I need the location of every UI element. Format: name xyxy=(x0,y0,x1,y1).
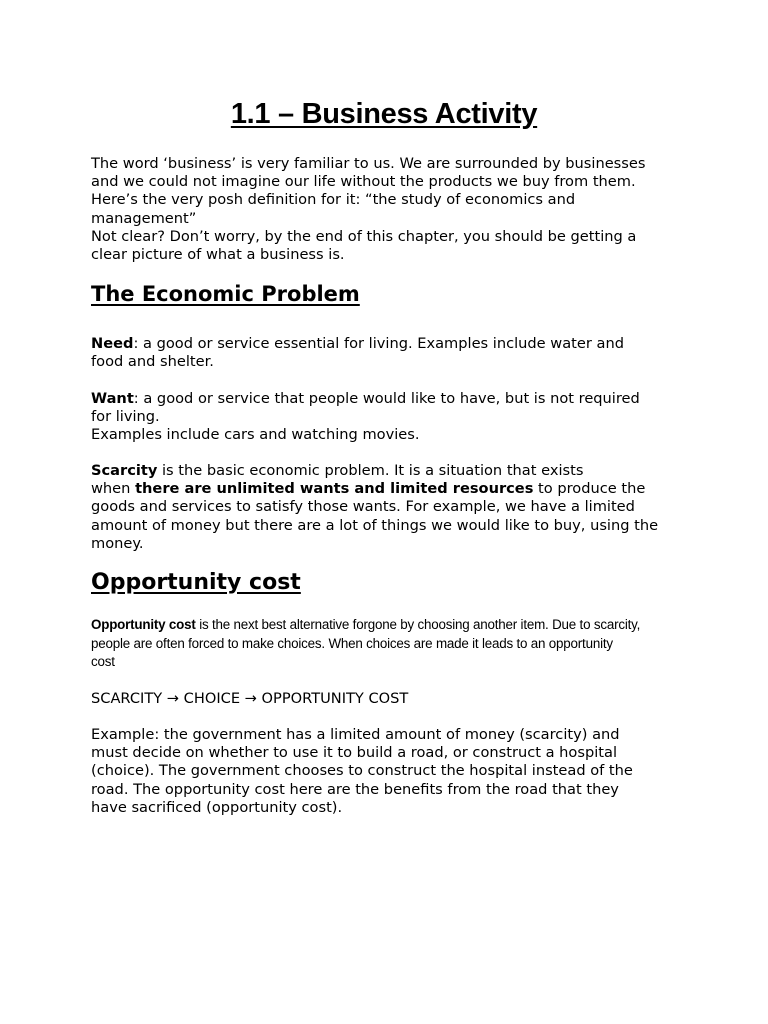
opportunity-cost-heading: Opportunity cost xyxy=(91,570,301,595)
scarcity-term: Scarcity xyxy=(91,462,158,479)
scarcity-definition xyxy=(91,462,683,553)
want-definition xyxy=(91,390,683,445)
intro-line: and we could not imagine our life without the products we buy from them. xyxy=(91,173,636,191)
example-line: must decide on whether to use it to build a road, or construct a hospital xyxy=(91,744,617,762)
example-line: road. The opportunity cost here are the benefits from the road that they xyxy=(91,780,619,798)
intro-line: management” xyxy=(91,209,197,227)
intro-line: The word ‘business’ is very familiar to us. We are surrounded by businesses xyxy=(91,155,646,172)
need-text: food and shelter. xyxy=(91,353,214,371)
scarcity-text: money. xyxy=(91,534,144,552)
example-paragraph xyxy=(91,726,683,817)
example-line: have sacrificed (opportunity cost). xyxy=(91,798,343,816)
want-term: Want xyxy=(91,390,134,407)
need-definition xyxy=(91,335,683,371)
opportunity-cost-text: is the next best alternative forgone by choosing another item. Due to scarcity, xyxy=(195,617,641,632)
opportunity-cost-term: Opportunity cost xyxy=(91,617,196,632)
scarcity-text: to produce the xyxy=(533,480,646,498)
intro-line: Not clear? Don’t worry, by the end of this chapter, you should be getting a xyxy=(91,227,637,245)
opportunity-cost-text: cost xyxy=(91,654,115,669)
want-text: : a good or service that people would like to have, but is not required xyxy=(133,390,640,407)
scarcity-emphasis: there are unlimited wants and limited resources xyxy=(135,480,534,498)
need-term: Need xyxy=(91,335,134,352)
scarcity-choice-chain: SCARCITY → CHOICE → OPPORTUNITY COST xyxy=(91,690,409,707)
example-line: Example: the government has a limited amount of money (scarcity) and xyxy=(91,726,620,743)
scarcity-text: goods and services to satisfy those wants. For example, we have a limited xyxy=(91,498,635,516)
scarcity-text: amount of money but there are a lot of things we would like to buy, using the xyxy=(91,516,659,534)
intro-line: clear picture of what a business is. xyxy=(91,246,345,264)
scarcity-text: when xyxy=(91,480,136,498)
intro-line: Here’s the very posh definition for it: “the study of economics and xyxy=(91,191,576,209)
page-title: 1.1 – Business Activity xyxy=(230,98,538,130)
scarcity-text: is the basic economic problem. It is a situation that exists xyxy=(157,462,584,479)
opportunity-cost-definition xyxy=(91,616,683,672)
intro-paragraph xyxy=(91,155,683,264)
economic-problem-heading: The Economic Problem xyxy=(91,282,360,306)
example-line: (choice). The government chooses to construct the hospital instead of the xyxy=(91,762,633,780)
want-text: Examples include cars and watching movies. xyxy=(91,426,420,444)
opportunity-cost-text: people are often forced to make choices. When choices are made it leads to an opportunity xyxy=(91,635,613,651)
want-text: for living. xyxy=(91,408,160,426)
need-text: : a good or service essential for living. Examples include water and xyxy=(133,335,624,352)
